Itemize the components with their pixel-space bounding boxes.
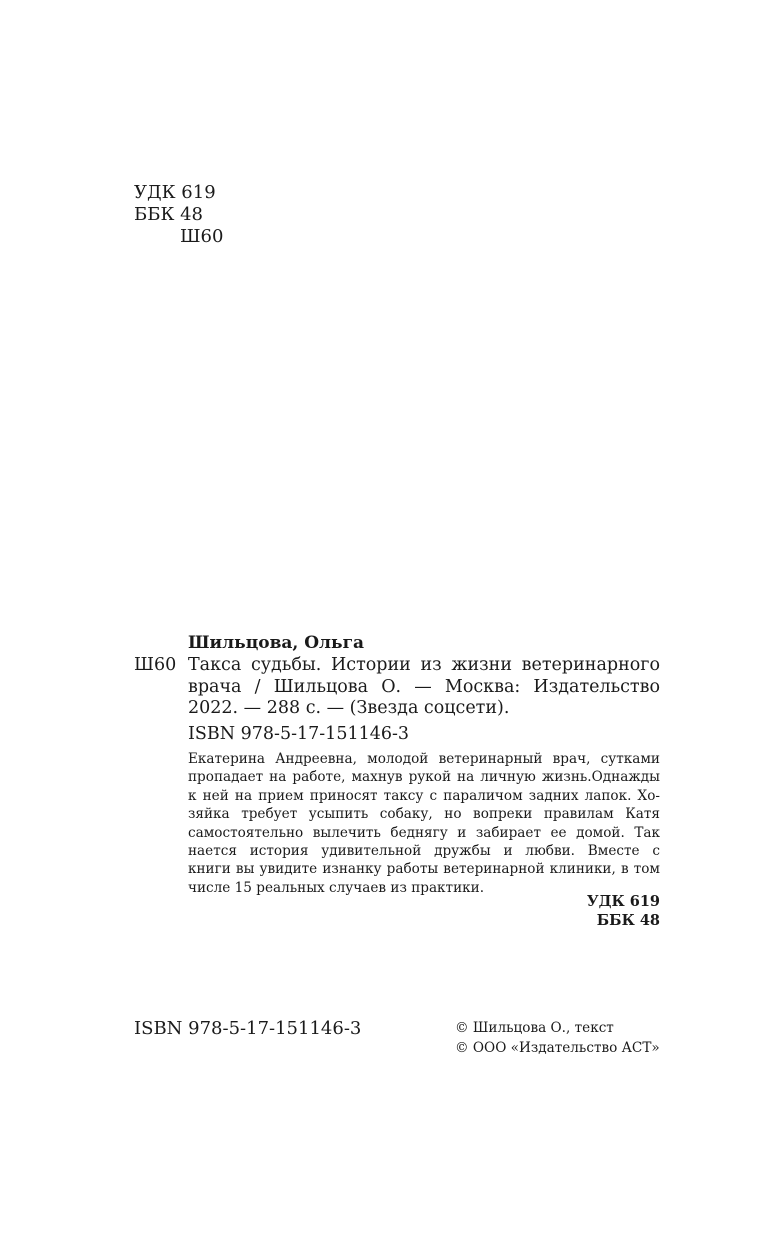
abstract-line: книги вы увидите изнанку работы ветеринарной клиники, в том (188, 861, 660, 878)
udk-code-record: УДК 619 (586, 893, 660, 910)
title-description (188, 655, 660, 720)
author-mark: Ш60 (134, 655, 177, 675)
abstract (188, 750, 660, 897)
abstract-line: нается история удивительной дружбы и любви. Вместе с (188, 842, 660, 859)
abstract-line: к ней на прием приносят таксу с параличом задних лапок. Хо- (188, 787, 660, 804)
author-mark-top: Ш60 (180, 226, 224, 247)
bbk-code-top: ББК 48 (134, 204, 204, 225)
udk-code-top: УДК 619 (134, 182, 216, 203)
isbn-footer: ISBN 978-5-17-151146-3 (134, 1018, 362, 1039)
author-heading: Шильцова, Ольга (188, 633, 365, 653)
isbn-record: ISBN 978-5-17-151146-3 (188, 724, 410, 744)
copyright-publisher: © ООО «Издательство АСТ» (455, 1040, 660, 1056)
bbk-code-record: ББК 48 (596, 912, 660, 929)
abstract-line: пропадает на работе, махнув рукой на личную жизнь.Однажды (188, 769, 660, 786)
abstract-line: самостоятельно вылечить беднягу и забирает ее домой. Так (188, 824, 660, 841)
title-line: 2022. — 288 с. — (Звезда соцсети). (188, 698, 510, 718)
title-line: врача / Шильцова О. — Москва: Издательство (188, 676, 660, 697)
abstract-line: Екатерина Андреевна, молодой ветеринарный врач, сутками (188, 751, 660, 767)
abstract-line: числе 15 реальных случаев из практики. (188, 879, 485, 896)
copyright-author: © Шильцова О., текст (455, 1020, 614, 1036)
abstract-line: зяйка требует усыпить собаку, но вопреки правилам Катя (188, 806, 660, 823)
title-line: Такса судьбы. Истории из жизни ветеринарного (188, 655, 660, 675)
